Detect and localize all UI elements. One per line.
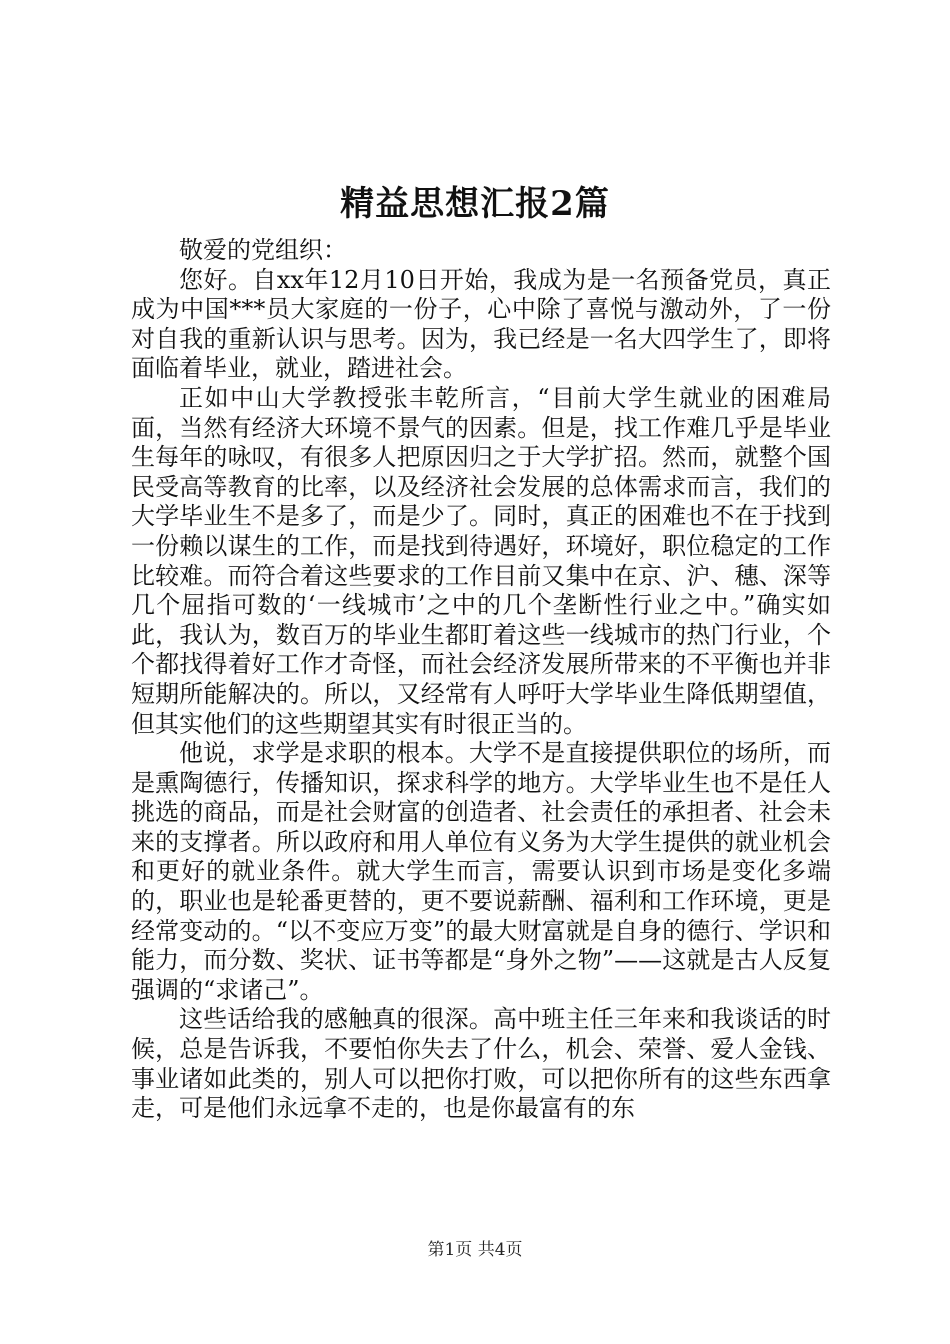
paragraph-4: 这些话给我的感触真的很深。高中班主任三年来和我谈话的时候，总是告诉我，不要怕你失去了什么，机会、荣誉、爱人金钱、事业诸如此类的，别人可以把你打败，可以把你所有的这些东西拿走，可是他们永远拿不走的，也是你最富有的东 — [131, 1005, 831, 1123]
document-title: 精益思想汇报2篇 — [340, 184, 610, 224]
paragraph-1: 您好。自xx年12月10日开始，我成为是一名预备党员，真正成为中国***员大家庭的一份子，心中除了喜悦与激动外，了一份对自我的重新认识与思考。因为，我已经是一名大四学生了，即将面临着毕业，就业，踏进社会。 — [131, 265, 831, 383]
paragraph-2: 正如中山大学教授张丰乾所言，“目前大学生就业的困难局面，当然有经济大环境不景气的因素。但是，找工作难几乎是毕业生每年的咏叹，有很多人把原因归之于大学扩招。然而，就整个国民受高等教育的比率，以及经济社会发展的总体需求而言，我们的大学毕业生不是多了，而是少了。同时，真正的困难也不在于找到一份赖以谋生的工作，而是找到待遇好，环境好，职位稳定的工作比较难。而符合着这些要求的工作目前又集中在京、沪、穗、深等几个屈指可数的‘一线城市’之中的几个垄断性行业之中。”确实如此，我认为，数百万的毕业生都盯着这些一线城市的热门行业，个个都找得着好工作才奇怪，而社会经济发展所带来的不平衡也并非短期所能解决的。所以，又经常有人呼吁大学毕业生降低期望值，但其实他们的这些期望其实有时很正当的。 — [131, 383, 831, 738]
salutation: 敬爱的党组织： — [179, 236, 347, 264]
paragraph-3: 他说，求学是求职的根本。大学不是直接提供职位的场所，而是熏陶德行，传播知识，探求科学的地方。大学毕业生也不是任人挑选的商品，而是社会财富的创造者、社会责任的承担者、社会未来的支撑者。所以政府和用人单位有义务为大学生提供的就业机会和更好的就业条件。就大学生而言，需要认识到市场是变化多端的，职业也是轮番更替的，更不要说薪酬、福利和工作环境，更是经常变动的。“以不变应万变”的最大财富就是自身的德行、学识和能力，而分数、奖状、证书等都是“身外之物”——这就是古人反复强调的“求诸己”。 — [131, 739, 831, 1004]
document-body — [131, 236, 831, 1124]
page-number-footer: 第1页 共4页 — [427, 1240, 523, 1260]
